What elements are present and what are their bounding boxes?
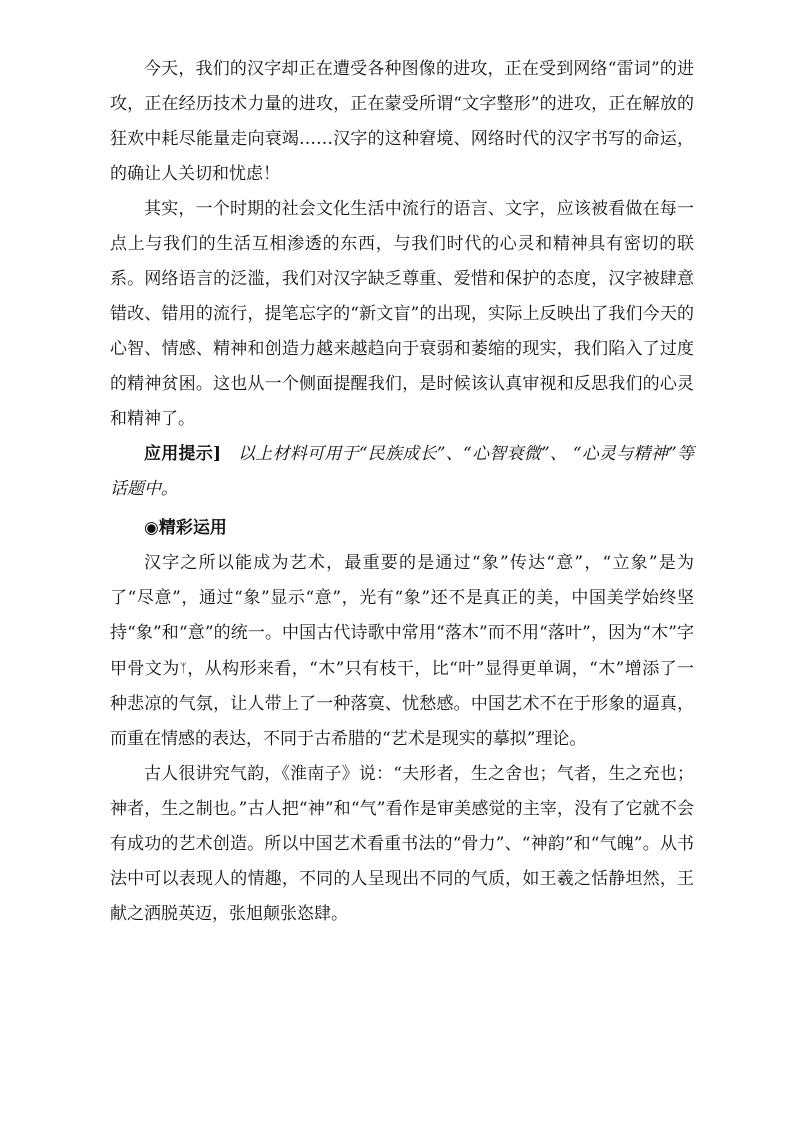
section-heading (110, 511, 694, 546)
hint-label: 应用提示] (144, 444, 222, 464)
bullet-icon: ◉ (144, 518, 159, 538)
application-hint (110, 437, 694, 507)
art-text-after: ，从构形来看，“木”只有枝干，比“叶”显得更单调，“木”增添了一种悲凉的气氛，让人带上了一种落寞、忧愁感。中国艺术不在于形象的逼真，而重在情感的表达，不同于古希腊的“艺术是现实的摹拟”理论。 (110, 659, 695, 749)
paragraph-art-of-hanzi (110, 546, 694, 757)
hint-text: 以上材料可用于“民族成长”、“心智衰微”、 “心灵与精神”等话题中。 (110, 444, 694, 499)
oracle-bone-mu-glyph: ᛉ (179, 661, 187, 675)
document-body (110, 52, 694, 932)
paragraph-language-culture: 其实，一个时期的社会文化生活中流行的语言、文字，应该被看做在每一点上与我们的生活互相渗透的东西，与我们时代的心灵和精神具有密切的联系。网络语言的泛滥，我们对汉字缺乏尊重、爱惜和保护的态度，汉字被肆意错改、错用的流行，提笔忘字的“新文盲”的出现，实际上反映出了我们今天的心智、情感、精神和创造力越来越趋向于衰弱和萎缩的现实，我们陷入了过度的精神贫困。这也从一个侧面提醒我们，是时候该认真审视和反思我们的心灵和精神了。 (110, 199, 694, 429)
paragraph-qiyun: 古人很讲究气韵，《淮南子》说：“夫形者，生之舍也；气者，生之充也；神者，生之制也。”古人把“神”和“气”看作是审美感觉的主宰，没有了它就不会有成功的艺术创造。所以中国艺术看重书法的“骨力”、“神韵”和“气魄”。从书法中可以表现人的情趣，不同的人呈现出不同的气质，如王羲之恬静坦然，王献之洒脱英迈，张旭颠张恣肆。 (110, 764, 694, 924)
section-title: 精彩运用 (158, 518, 227, 538)
paragraph-hanzi-crisis: 今天，我们的汉字却正在遭受各种图像的进攻，正在受到网络“雷词”的进攻，正在经历技术力量的进攻，正在蒙受所谓“文字整形”的进攻，正在解放的狂欢中耗尽能量走向衰竭……汉字的这种窘境、网络时代的汉字书写的命运，的确让人关切和忧虑！ (110, 59, 694, 184)
art-text-before: 汉字之所以能成为艺术，最重要的是通过“象”传达“意”，“立象”是为了“尽意”，通过“象”显示“意”，光有“象”还不是真正的美，中国美学始终坚持“象”和“意”的统一。中国古代诗歌中常用“落木”而不用“落叶”，因为“木”字甲骨文为 (110, 553, 694, 679)
